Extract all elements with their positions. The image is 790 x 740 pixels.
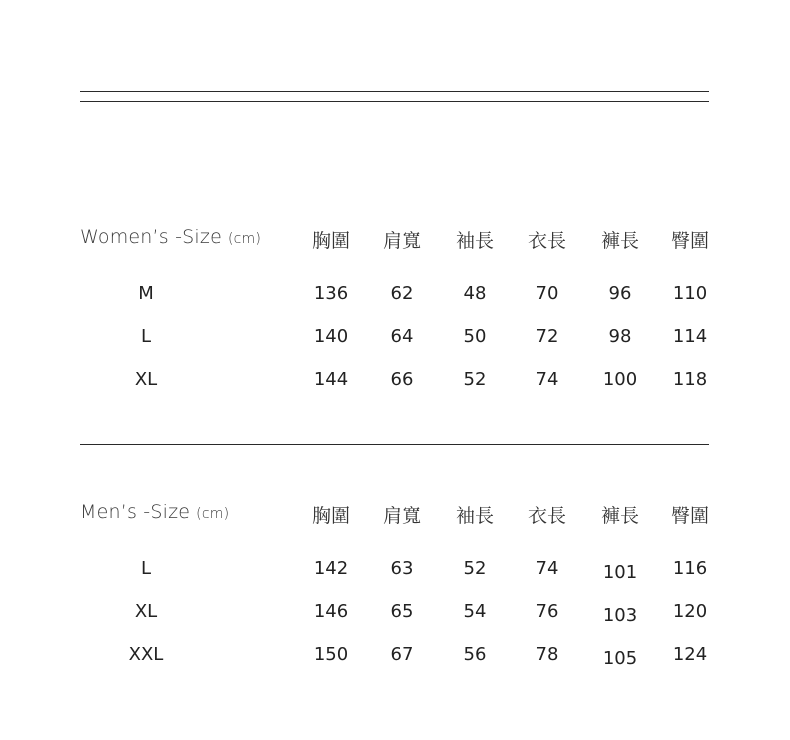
table-row [0, 369, 790, 393]
value-hip: 114 [672, 326, 708, 347]
value-length: 70 [535, 283, 559, 304]
value-length: 74 [535, 558, 559, 579]
table-row [0, 283, 790, 307]
table-row [0, 644, 790, 668]
col-header-hip: 臀圍 [670, 505, 709, 527]
value-hip: 116 [672, 558, 708, 579]
value-sleeve: 56 [463, 644, 487, 665]
value-shoulder: 64 [390, 326, 414, 347]
value-pants-length: 103 [602, 605, 638, 626]
value-shoulder: 67 [390, 644, 414, 665]
size-label: XXL [128, 644, 164, 665]
men-unit: (cm) [196, 506, 230, 522]
col-header-pants-length: 褲長 [600, 505, 639, 527]
size-label: XL [134, 601, 158, 622]
value-shoulder: 66 [390, 369, 414, 390]
value-chest: 146 [313, 601, 349, 622]
value-hip: 110 [672, 283, 708, 304]
value-length: 74 [535, 369, 559, 390]
value-chest: 150 [313, 644, 349, 665]
value-length: 72 [535, 326, 559, 347]
col-header-shoulder: 肩寬 [382, 230, 421, 252]
value-sleeve: 48 [463, 283, 487, 304]
size-label: M [138, 283, 154, 304]
value-chest: 136 [313, 283, 349, 304]
value-sleeve: 54 [463, 601, 487, 622]
table-row [0, 601, 790, 625]
value-sleeve: 52 [463, 369, 487, 390]
col-header-pants-length: 褲長 [600, 230, 639, 252]
value-chest: 140 [313, 326, 349, 347]
top-rule-1 [80, 91, 709, 92]
value-length: 76 [535, 601, 559, 622]
col-header-chest: 胸圍 [311, 505, 350, 527]
value-sleeve: 50 [463, 326, 487, 347]
value-sleeve: 52 [463, 558, 487, 579]
value-length: 78 [535, 644, 559, 665]
value-pants-length: 101 [602, 562, 638, 583]
col-header-shoulder: 肩寬 [382, 505, 421, 527]
value-shoulder: 63 [390, 558, 414, 579]
col-header-hip: 臀圍 [670, 230, 709, 252]
men-table-title [80, 501, 229, 523]
value-chest: 142 [313, 558, 349, 579]
size-label: L [140, 558, 152, 579]
value-pants-length: 96 [608, 283, 632, 304]
size-label: L [140, 326, 152, 347]
value-hip: 118 [672, 369, 708, 390]
men-title-text: Men’s -Size [80, 501, 191, 523]
col-header-sleeve: 袖長 [455, 505, 494, 527]
value-chest: 144 [313, 369, 349, 390]
value-pants-length: 98 [608, 326, 632, 347]
table-row [0, 558, 790, 582]
value-hip: 124 [672, 644, 708, 665]
col-header-length: 衣長 [527, 230, 566, 252]
value-hip: 120 [672, 601, 708, 622]
size-label: XL [134, 369, 158, 390]
section-divider [80, 444, 709, 445]
top-rule-2 [80, 101, 709, 102]
women-table-title [80, 226, 261, 248]
col-header-sleeve: 袖長 [455, 230, 494, 252]
col-header-chest: 胸圍 [311, 230, 350, 252]
value-pants-length: 105 [602, 648, 638, 669]
value-shoulder: 62 [390, 283, 414, 304]
value-shoulder: 65 [390, 601, 414, 622]
table-row [0, 326, 790, 350]
women-unit: (cm) [227, 231, 262, 247]
value-pants-length: 100 [602, 369, 638, 390]
women-title-text: Women’s -Size [80, 226, 222, 248]
col-header-length: 衣長 [527, 505, 566, 527]
